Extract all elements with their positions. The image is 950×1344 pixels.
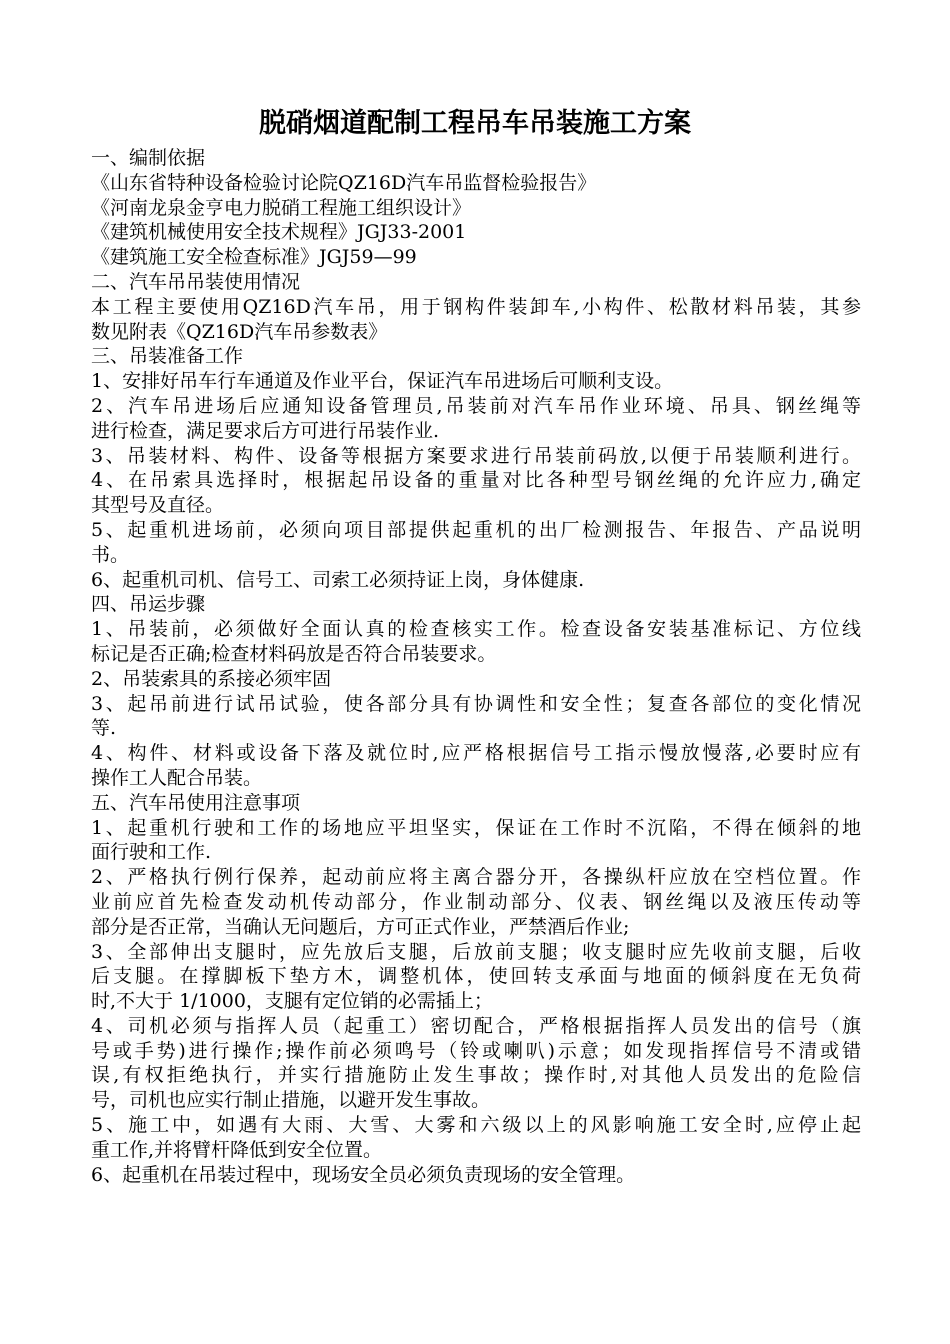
- text-line: 号或手势)进行操作;操作前必须鸣号（铃或喇叭)示意；如发现指挥信号不清或错: [91, 1039, 861, 1062]
- text-line: 5、起重机进场前，必须向项目部提供起重机的出厂检测报告、年报告、产品说明: [91, 518, 861, 541]
- text-line: 1、起重机行驶和工作的场地应平坦坚实，保证在工作时不沉陷，不得在倾斜的地: [91, 816, 861, 839]
- text-line: 3、全部伸出支腿时，应先放后支腿，后放前支腿；收支腿时应先收前支腿，后收: [91, 940, 861, 963]
- text-line: 业前应首先检查发动机传动部分，作业制动部分、仪表、钢丝绳以及液压传动等: [91, 890, 861, 913]
- text-line: 本工程主要使用QZ16D汽车吊，用于钢构件装卸车,小构件、松散材料吊装，其参: [91, 295, 861, 318]
- document-title: 脱硝烟道配制工程吊车吊装施工方案: [259, 108, 691, 139]
- text-line: 后支腿。在撑脚板下垫方木，调整机体，使回转支承面与地面的倾斜度在无负荷: [91, 965, 861, 988]
- text-line: 其型号及直径。: [91, 494, 225, 517]
- text-line: 4、构件、材料或设备下落及就位时,应严格根据信号工指示慢放慢落,必要时应有: [91, 742, 861, 765]
- text-line: 3、起吊前进行试吊试验，使各部分具有协调性和安全性；复查各部位的变化情况: [91, 692, 861, 715]
- document-body: [91, 146, 861, 1187]
- text-line: 《河南龙泉金亨电力脱硝工程施工组织设计》: [91, 196, 472, 219]
- text-line: 一、编制依据: [91, 147, 206, 169]
- text-line: 标记是否正确;检查材料码放是否符合吊装要求。: [91, 642, 497, 665]
- text-line: 6、起重机司机、信号工、司索工必须持证上岗，身体健康.: [91, 568, 585, 591]
- text-line: 《建筑施工安全检查标准》JGJ59—99: [91, 246, 417, 269]
- text-line: 1、吊装前，必须做好全面认真的检查核实工作。检查设备安装基准标记、方位线: [91, 618, 861, 641]
- text-line: 5、施工中，如遇有大雨、大雪、大雾和六级以上的风影响施工安全时,应停止起: [91, 1114, 861, 1137]
- text-line: 4、在吊索具选择时，根据起吊设备的重量对比各种型号钢丝绳的允许应力,确定: [91, 469, 861, 492]
- text-line: 等.: [91, 717, 117, 740]
- text-line: 2、严格执行例行保养，起动前应将主离合器分开，各操纵杆应放在空档位置。作: [91, 866, 861, 889]
- text-line: 3、吊装材料、构件、设备等根据方案要求进行吊装前码放,以便于吊装顺利进行。: [91, 444, 861, 467]
- text-line: 2、吊装索具的系接必须牢固: [91, 667, 332, 690]
- text-line: 号，司机也应实行制止措施，以避开发生事故。: [91, 1089, 491, 1112]
- text-line: 二、汽车吊吊装使用情况: [91, 270, 301, 293]
- text-line: 6、起重机在吊装过程中，现场安全员必须负责现场的安全管理。: [91, 1163, 636, 1186]
- text-line: 五、汽车吊使用注意事项: [91, 791, 301, 814]
- text-line: 进行检查，满足要求后方可进行吊装作业.: [91, 419, 440, 442]
- text-line: 三、吊装准备工作: [91, 345, 244, 368]
- text-line: 重工作,并将臂杆降低到安全位置。: [91, 1138, 383, 1161]
- text-line: 四、吊运步骤: [91, 593, 206, 616]
- text-line: 1、安排好吊车行车通道及作业平台，保证汽车吊进场后可顺利支设。: [91, 370, 674, 393]
- text-line: 误,有权拒绝执行，并实行措施防止发生事故；操作时,对其他人员发出的危险信: [91, 1064, 861, 1087]
- text-line: 书。: [91, 543, 130, 566]
- text-line: 《山东省特种设备检验讨论院QZ16D汽车吊监督检验报告》: [91, 171, 597, 194]
- text-line: 2、汽车吊进场后应通知设备管理员,吊装前对汽车吊作业环境、吊具、钢丝绳等: [91, 394, 861, 417]
- text-line: 《建筑机械使用安全技术规程》JGJ33-2001: [91, 221, 467, 244]
- text-line: 操作工人配合吊装。: [91, 766, 263, 789]
- text-line: 面行驶和工作.: [91, 841, 212, 864]
- text-line: 部分是否正常，当确认无问题后，方可正式作业，严禁酒后作业;: [91, 915, 630, 938]
- text-line: 时,不大于 1/1000，支腿有定位销的必需插上；: [91, 990, 493, 1013]
- text-line: 4、司机必须与指挥人员（起重工）密切配合，严格根据指挥人员发出的信号（旗: [91, 1014, 861, 1037]
- text-line: 数见附表《QZ16D汽车吊参数表》: [91, 320, 388, 343]
